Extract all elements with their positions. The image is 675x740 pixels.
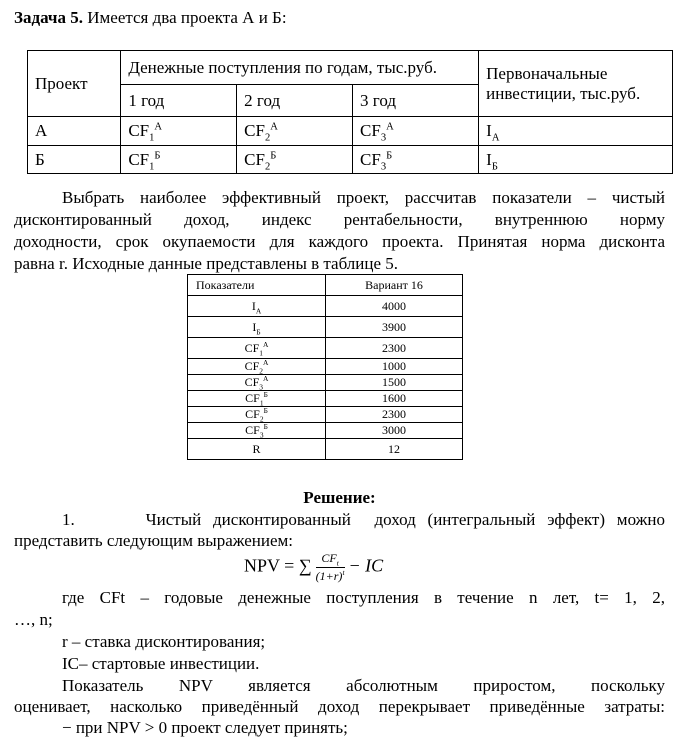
table-row <box>188 359 463 375</box>
ind-sub: 3 <box>259 382 264 392</box>
ind-base: R <box>252 441 261 456</box>
where-line-1: где CFt – годовые денежные поступления в течение n лет, t= 1, 2, <box>62 588 665 607</box>
cash-flow-cell <box>353 117 479 146</box>
value-cell: 1000 <box>326 359 463 375</box>
ind-base: CF <box>245 391 260 405</box>
ind-sup: А <box>263 358 269 367</box>
indicator-cell <box>188 296 326 317</box>
cf-base: CF <box>244 149 265 169</box>
num-base: CF <box>321 551 337 565</box>
table-row <box>188 407 463 423</box>
cash-flow-cell <box>237 146 353 174</box>
ind-sub: 2 <box>259 366 264 376</box>
indicator-cell <box>188 317 326 338</box>
value-cell: 1500 <box>326 375 463 391</box>
formula-numerator <box>316 551 345 568</box>
cash-flow-cell <box>121 117 237 146</box>
para1-line-2: дисконтированный доход, индекс рентабельности, внутреннюю норму <box>14 210 665 229</box>
cf-base: CF <box>128 149 150 169</box>
formula-fraction <box>316 551 345 584</box>
ind-sub: 1 <box>259 398 264 408</box>
indicator-cell <box>188 439 326 460</box>
table-row <box>188 391 463 407</box>
formula-denominator <box>316 568 345 584</box>
ind-base: CF <box>245 407 260 421</box>
project-name: Б <box>28 146 121 174</box>
cf-base: CF <box>244 121 265 140</box>
table-row <box>188 423 463 439</box>
project-row-a <box>28 117 673 146</box>
variant-header: Вариант 16 <box>326 275 463 296</box>
task-title-number: Задача 5. <box>14 8 83 27</box>
formula-lhs: NPV = ∑ <box>244 555 312 576</box>
indicator-header: Показатели <box>188 275 326 296</box>
npv-formula <box>244 551 383 584</box>
indicator-cell <box>188 359 326 375</box>
investment-cell <box>479 117 673 146</box>
ind-sup: Б <box>263 406 268 415</box>
para2-line-1: Показатель NPV является абсолютным приростом, поскольку <box>62 676 665 695</box>
cash-flow-cell <box>121 146 237 174</box>
ind-sup: Б <box>263 422 268 431</box>
cf-project: А <box>154 121 162 133</box>
value-cell: 3000 <box>326 423 463 439</box>
inv-base: I <box>486 149 492 169</box>
cf-base: CF <box>128 121 150 140</box>
ic-definition: IC– стартовые инвестиции. <box>62 654 260 673</box>
inv-project: Б <box>491 160 498 172</box>
cf-project: А <box>270 121 278 133</box>
item1-line-2: представить следующим выражением: <box>14 531 294 550</box>
cf-project: Б <box>270 149 277 161</box>
table-row <box>188 317 463 338</box>
ind-base: I <box>252 319 257 334</box>
value-cell: 4000 <box>326 296 463 317</box>
ind-sub: 1 <box>259 347 264 357</box>
table-row <box>188 338 463 359</box>
where-line-2: …, n; <box>14 610 53 629</box>
value-cell: 2300 <box>326 407 463 423</box>
year-2-header: 2 год <box>237 85 353 117</box>
cf-base: CF <box>360 149 381 169</box>
ind-base: CF <box>245 423 260 437</box>
ind-sub: Б <box>256 326 261 336</box>
ind-sup: А <box>263 339 269 349</box>
para1-line-3: доходности, срок окупаемости для каждого проекта. Принятая норма дисконта <box>14 232 665 251</box>
solution-heading-text: Решение: <box>303 488 376 507</box>
task-title-text: Имеется два проекта А и Б: <box>82 8 287 27</box>
ind-sub: 2 <box>259 414 264 424</box>
table-row <box>188 439 463 460</box>
project-name: А <box>28 117 121 146</box>
project-header: Проект <box>28 51 121 117</box>
para2-line-2: оценивает, насколько приведённый доход перекрывает приведённые затраты: <box>14 697 665 716</box>
indicator-cell <box>188 391 326 407</box>
cash-flow-cell <box>237 117 353 146</box>
inv-base: I <box>486 121 492 140</box>
ind-sup: А <box>263 374 269 383</box>
value-cell: 12 <box>326 439 463 460</box>
table-row <box>188 296 463 317</box>
cash-flow-cell <box>353 146 479 174</box>
formula-rhs: − IC <box>348 555 384 576</box>
para1-line-4: равна r. Исходные данные представлены в таблице 5. <box>14 254 399 273</box>
indicator-cell <box>188 423 326 439</box>
den-base: (1+r) <box>315 569 343 583</box>
cf-project: Б <box>154 149 161 161</box>
bullet-npv-positive: − при NPV > 0 проект следует принять; <box>62 718 348 737</box>
value-cell: 3900 <box>326 317 463 338</box>
indicator-cell <box>188 375 326 391</box>
cf-year: 2 <box>264 160 271 172</box>
ind-base: I <box>251 298 256 313</box>
indicator-cell <box>188 407 326 423</box>
cf-year: 3 <box>380 132 387 144</box>
table-row <box>188 375 463 391</box>
cf-year: 3 <box>380 160 387 172</box>
cf-year: 1 <box>149 160 155 172</box>
cf-project: Б <box>386 149 393 161</box>
ind-base: CF <box>244 340 260 355</box>
variant-table <box>187 274 463 460</box>
cf-year: 2 <box>264 132 271 144</box>
value-cell: 1600 <box>326 391 463 407</box>
ind-sub: 3 <box>259 430 264 440</box>
ind-sup: Б <box>263 390 268 399</box>
indicator-cell <box>188 338 326 359</box>
ind-sub: А <box>255 305 262 315</box>
ind-base: CF <box>244 359 260 373</box>
solution-heading <box>14 488 665 508</box>
inv-project: А <box>491 132 500 144</box>
investment-header: Первоначальные инвестиции, тыс.руб. <box>479 51 673 117</box>
project-row-b <box>28 146 673 174</box>
num-sub: t <box>336 558 339 568</box>
investment-cell <box>479 146 673 174</box>
cash-flows-header: Денежные поступления по годам, тыс.руб. <box>121 51 479 85</box>
cf-base: CF <box>360 121 381 140</box>
ind-base: CF <box>244 375 260 389</box>
cf-year: 1 <box>149 132 155 144</box>
projects-table <box>27 50 673 174</box>
value-cell: 2300 <box>326 338 463 359</box>
year-3-header: 3 год <box>353 85 479 117</box>
task-title <box>14 8 665 28</box>
den-sup: t <box>342 568 345 577</box>
para1-line-1: Выбрать наиболее эффективный проект, рассчитав показатели – чистый <box>62 188 665 207</box>
year-1-header: 1 год <box>121 85 237 117</box>
r-definition: r – ставка дисконтирования; <box>62 632 266 651</box>
cf-project: А <box>386 121 394 133</box>
item1-line-1: 1. Чистый дисконтированный доход (интегральный эффект) можно <box>62 510 665 529</box>
